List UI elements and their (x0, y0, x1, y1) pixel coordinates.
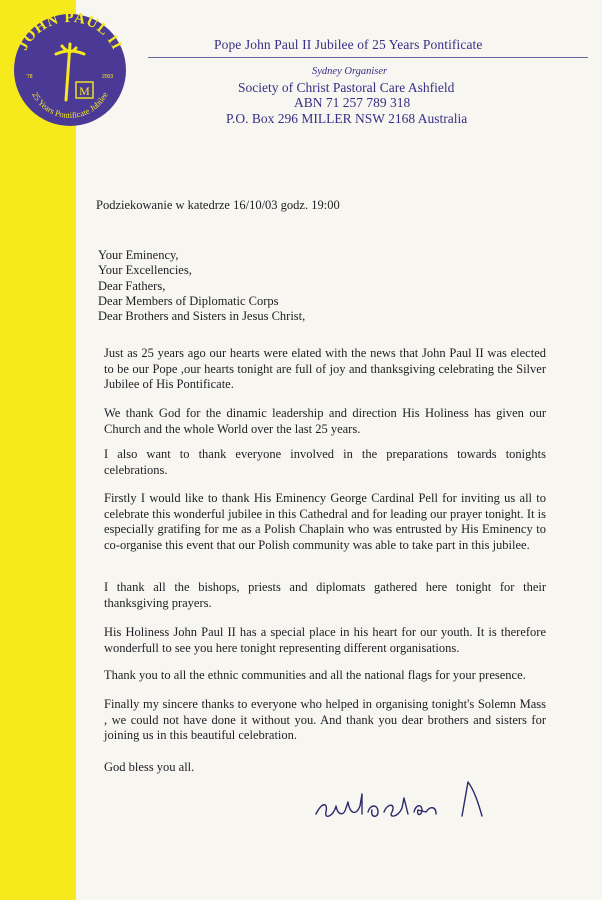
closing-line: God bless you all. (104, 760, 195, 774)
logo-motto: 25 Years Pontificate Jubilee (30, 90, 110, 121)
organiser-label: Sydney Organiser (312, 66, 388, 77)
letterhead-rule (148, 57, 588, 58)
handwritten-signature (312, 772, 502, 828)
letterhead-title: Pope John Paul II Jubilee of 25 Years Pontificate (214, 37, 483, 52)
abn-number: ABN 71 257 789 318 (294, 95, 411, 110)
body-paragraph: We thank God for the dinamic leadership and direction His Holiness has given our Church and the whole World over the last 25 years. (104, 406, 546, 436)
date-line: Podziekowanie w katedrze 16/10/03 godz. 19:00 (96, 198, 340, 212)
yellow-side-band (0, 0, 76, 900)
logo-arc-text: JOHN PAUL II (15, 9, 125, 53)
jubilee-logo (6, 4, 136, 132)
body-paragraph: Thank you to all the ethnic communities and all the national flags for your presence. (104, 668, 526, 682)
body-paragraph: Finally my sincere thanks to everyone who helped in organising tonight's Solemn Mass , we could not have done it without you. And thank you dear brothers and sisters for joining us in this beautiful celebration. (104, 697, 546, 743)
salutation-line: Dear Brothers and Sisters in Jesus Christ, (98, 309, 306, 323)
salutation-line: Dear Fathers, (98, 279, 166, 293)
body-paragraph: I thank all the bishops, priests and diplomats gathered here tonight for their thanksgiving prayers. (104, 580, 546, 610)
salutation-line: Your Excellencies, (98, 263, 192, 277)
logo-year-left: '78 (26, 74, 33, 80)
body-paragraph: His Holiness John Paul II has a special place in his heart for our youth. It is therefore wonderfull to see you here tonight representing different organisations. (104, 625, 546, 655)
logo-monogram: M (79, 84, 90, 98)
postal-address: P.O. Box 296 MILLER NSW 2168 Australia (226, 111, 468, 126)
body-paragraph: I also want to thank everyone involved in the preparations towards tonights celebrations. (104, 447, 546, 477)
salutation-line: Dear Members of Diplomatic Corps (98, 294, 279, 308)
salutation-line: Your Eminency, (98, 248, 179, 262)
body-paragraph: Firstly I would like to thank His Eminency George Cardinal Pell for inviting us all to celebrate this wonderful jubilee in this Cathedral and for leading our prayer tonight. It is especially gratifing for me as a Polish Chaplain who was entrusted by His Eminency to co-organise this event that our Polish community was able to take part in this jubilee. (104, 491, 546, 552)
logo-year-right: 2003 (102, 74, 114, 80)
body-paragraph: Just as 25 years ago our hearts were elated with the news that John Paul II was elected to be our Pope ,our hearts tonight are full of joy and thanksgiving celebrating the Silver Jubilee of His Pontificate. (104, 346, 546, 392)
society-name: Society of Christ Pastoral Care Ashfield (238, 80, 455, 95)
